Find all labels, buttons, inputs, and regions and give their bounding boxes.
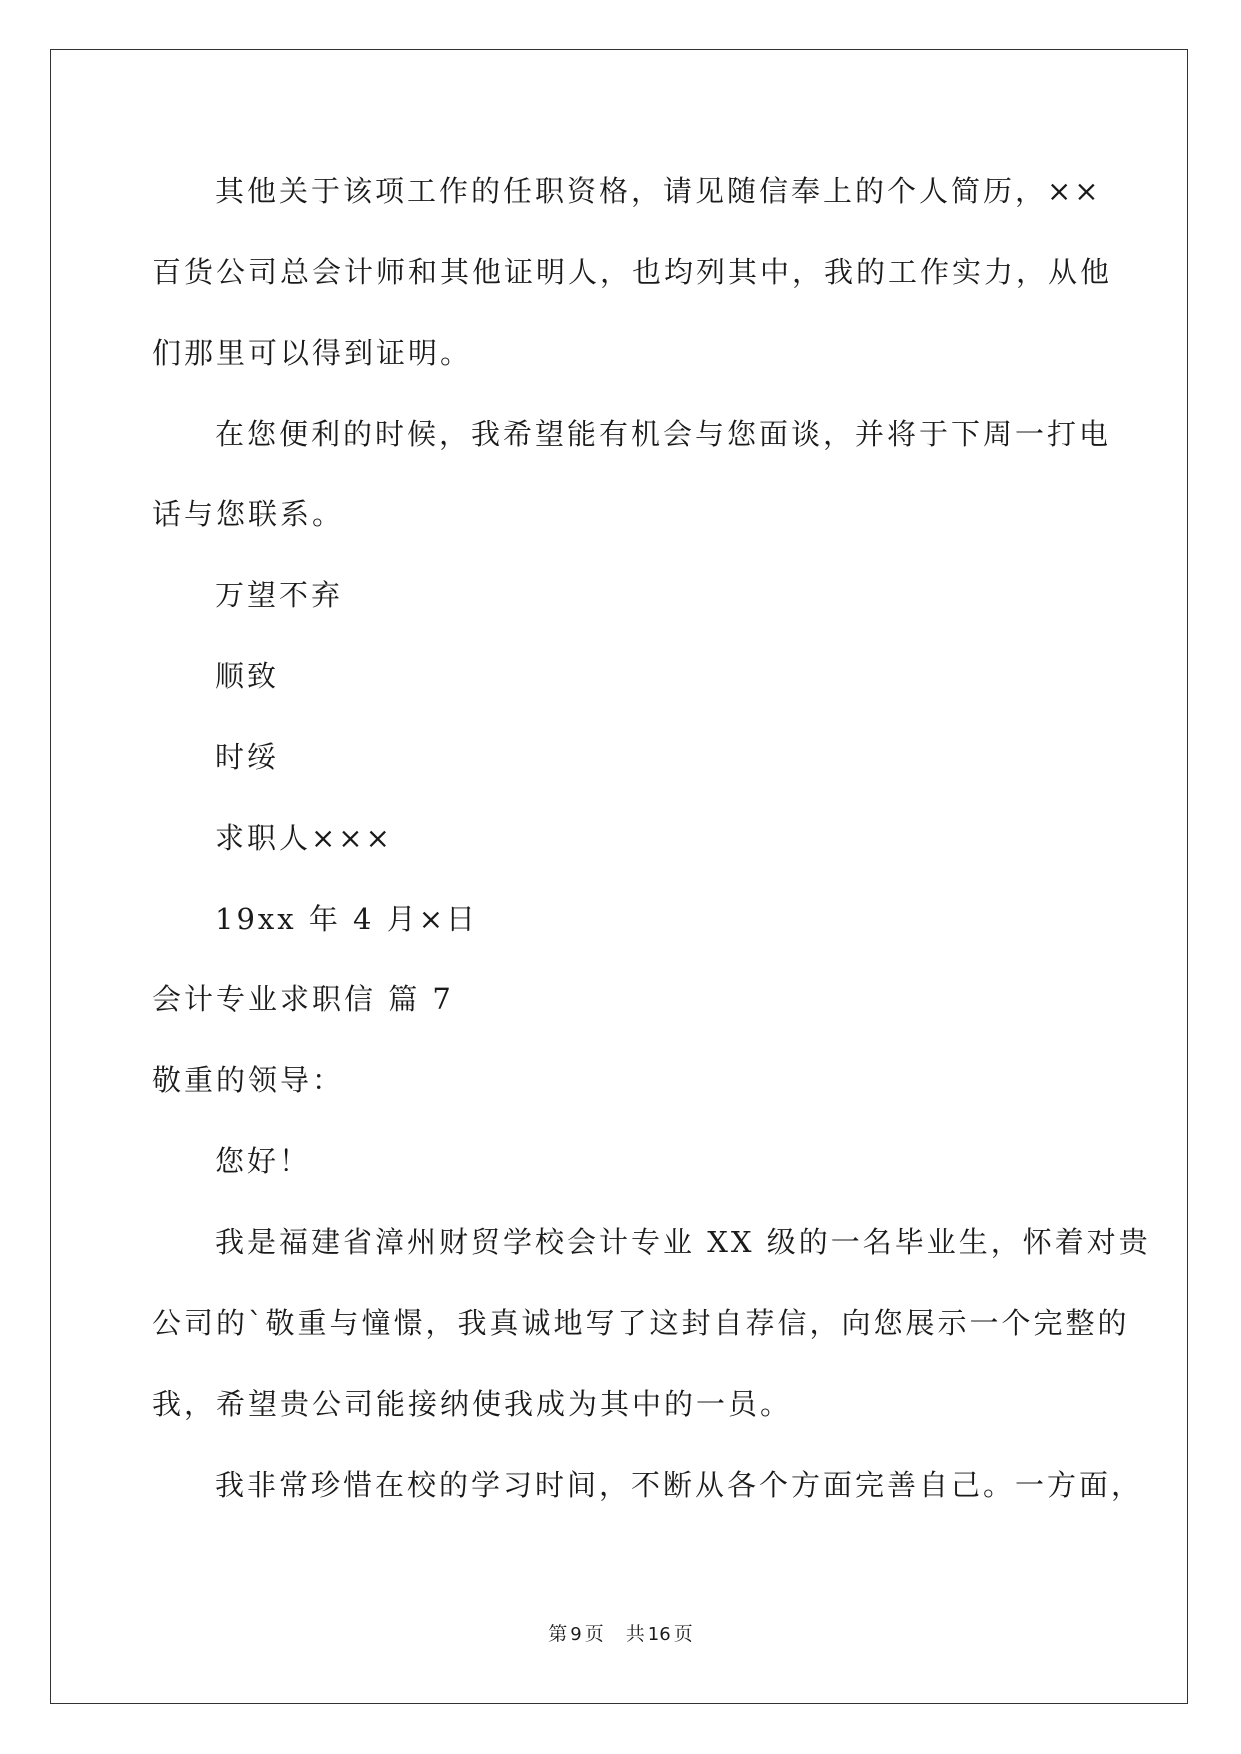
- page-border: [50, 49, 1188, 1704]
- body-paragraph-line: 在您便利的时候，我希望能有机会与您面谈，并将于下周一打电: [215, 417, 1112, 451]
- current-page-number: 9: [570, 1624, 582, 1645]
- body-paragraph-line: 我是福建省漳州财贸学校会计专业 XX 级的一名毕业生，怀着对贵: [215, 1225, 1151, 1259]
- body-paragraph-line: 们那里可以得到证明。: [152, 336, 473, 370]
- body-paragraph-line: 百货公司总会计师和其他证明人，也均列其中，我的工作实力，从他: [152, 255, 1113, 289]
- salutation: 敬重的领导：: [152, 1063, 345, 1097]
- total-suffix: 页: [673, 1623, 693, 1645]
- total-page-number: 16: [647, 1624, 671, 1645]
- date-line: 19xx 年 4 月×日: [215, 902, 479, 936]
- signature-line: 求职人×××: [215, 821, 393, 855]
- body-paragraph-line: 我非常珍惜在校的学习时间，不断从各个方面完善自己。一方面，: [215, 1468, 1144, 1502]
- section-heading: 会计专业求职信 篇 7: [152, 982, 454, 1016]
- page-suffix: 页: [584, 1623, 604, 1645]
- greeting: 您好！: [215, 1144, 312, 1178]
- page-prefix: 第: [548, 1623, 568, 1645]
- closing-line: 顺致: [215, 659, 280, 693]
- body-paragraph-line: 话与您联系。: [152, 497, 345, 531]
- body-paragraph-line: 我，希望贵公司能接纳使我成为其中的一员。: [152, 1387, 793, 1421]
- body-paragraph-line: 其他关于该项工作的任职资格，请见随信奉上的个人简历，××: [215, 174, 1102, 208]
- closing-line: 时绥: [215, 740, 280, 774]
- closing-line: 万望不弃: [215, 578, 344, 612]
- body-paragraph-line: 公司的`敬重与憧憬，我真诚地写了这封自荐信，向您展示一个完整的: [152, 1306, 1130, 1340]
- page-number-footer: [0, 1622, 1241, 1647]
- total-prefix: 共: [625, 1623, 645, 1645]
